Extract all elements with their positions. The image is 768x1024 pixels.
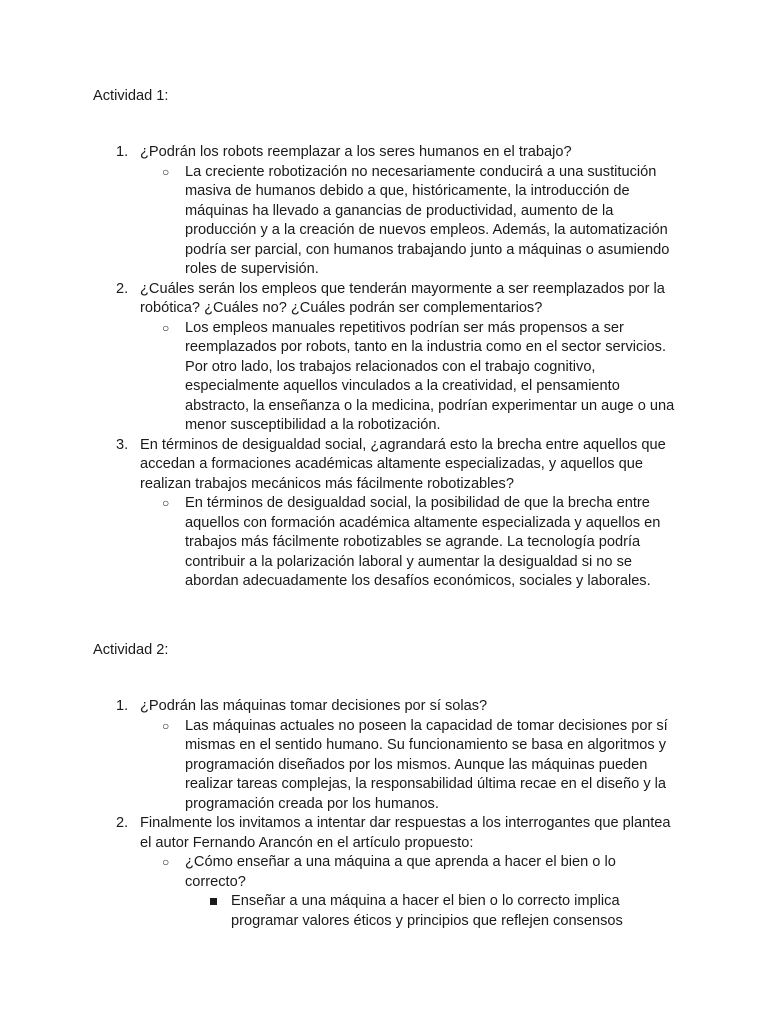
answer-item	[140, 494, 680, 592]
answer-text: En términos de desigualdad social, la posibilidad de que la brecha entre aquellos con formación académica altamente especializada y aquellos en trabajos más fácilmente robotizables se agrande. La tecnología podría contribuir a la polarización laboral y aumentar la desigualdad si no se abordan adecuadamente los desafíos económicos, sociales y laborales.	[185, 495, 661, 589]
item-number: 3.	[116, 436, 129, 453]
list-item	[0, 436, 680, 592]
item-number: 2.	[116, 280, 129, 297]
answer-item	[140, 163, 680, 280]
item-number: 1.	[116, 144, 129, 160]
answer-list	[140, 494, 680, 592]
answer-list	[140, 163, 680, 280]
list-item	[0, 143, 680, 280]
item-number: 2.	[116, 815, 129, 831]
hollow-bullet-icon: ○	[162, 718, 170, 733]
list-item	[0, 814, 680, 931]
answer-item	[140, 319, 680, 436]
square-bullet-icon	[210, 898, 217, 905]
question-text: ¿Podrán las máquinas tomar decisiones por sí solas?	[140, 698, 488, 714]
actividad-2-heading: Actividad 2:	[93, 642, 169, 658]
hollow-bullet-icon: ○	[162, 855, 170, 869]
answer-item	[140, 717, 680, 815]
hollow-bullet-icon: ○	[162, 320, 170, 335]
question-text: Finalmente los invitamos a intentar dar respuestas a los interrogantes que plantea el autor Fernando Arancón en el artículo propuesto:	[140, 815, 671, 851]
answer-list	[140, 717, 680, 815]
subquestion-text: ¿Cómo enseñar a una máquina a que aprenda a hacer el bien o lo correcto?	[185, 854, 616, 890]
hollow-bullet-icon: ○	[162, 496, 170, 510]
list-item	[0, 280, 680, 436]
subanswer-text: Enseñar a una máquina a hacer el bien o lo correcto implica programar valores éticos y principios que reflejen consensos	[231, 893, 623, 929]
answer-text: Las máquinas actuales no poseen la capacidad de tomar decisiones por sí mismas en el sentido humano. Su funcionamiento se basa en algoritmos y programación diseñados por los mismos. Aunque las máquinas pueden realizar tareas complejas, la responsabilidad última recae en el diseño y la programación creada por los humanos.	[185, 717, 668, 812]
list-item	[0, 697, 680, 814]
hollow-bullet-icon: ○	[162, 164, 170, 179]
actividad-1-heading: Actividad 1:	[93, 88, 169, 104]
subanswer-list	[185, 892, 680, 931]
subquestion-item	[140, 853, 680, 931]
item-number: 1.	[116, 698, 129, 714]
actividad-1-list	[0, 143, 768, 592]
question-text: ¿Cuáles serán los empleos que tenderán mayormente a ser reemplazados por la robótica? ¿Cuáles no? ¿Cuáles podrán ser complementarios?	[140, 280, 665, 316]
question-text: En términos de desigualdad social, ¿agrandará esto la brecha entre aquellos que accedan a formaciones académicas altamente especializadas, y aquellos que realizan trabajos mecánicos más fácilmente robotizables?	[140, 436, 666, 492]
subanswer-item	[185, 892, 678, 931]
answer-text: La creciente robotización no necesariamente conducirá a una sustitución masiva de humanos debido a que, históricamente, la introducción de máquinas ha llevado a ganancias de productividad, aumento de la producción y a la creación de nuevos empleos. Además, la automatización podría ser parcial, con humanos trabajando junto a máquinas o asumiendo roles de supervisión.	[185, 163, 670, 277]
question-text: ¿Podrán los robots reemplazar a los seres humanos en el trabajo?	[140, 144, 572, 160]
answer-list	[140, 319, 680, 436]
answer-text: Los empleos manuales repetitivos podrían ser más propensos a ser reemplazados por robots, tanto en la industria como en el sector servicios. Por otro lado, los trabajos relacionados con el trabajo cognitivo, especialmente aquellos vinculados a la creatividad, el pensamiento abstracto, la enseñanza o la medicina, podrían experimentar un auge o una menor susceptibilidad a la robotización.	[185, 319, 675, 433]
answer-list	[140, 853, 680, 931]
actividad-2-list	[0, 697, 768, 931]
